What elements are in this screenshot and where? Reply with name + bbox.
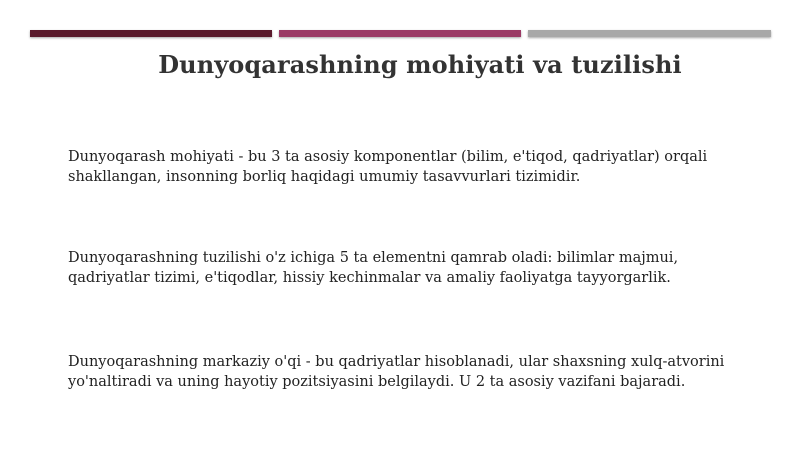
paragraph-essence: Dunyoqarash mohiyati - bu 3 ta asosiy komponentlar (bilim, e'tiqod, qadriyatlar) orqali shakllangan, insonning borliq haqidagi umumiy tasavvurlari tizimidir.: [68, 149, 708, 185]
paragraph-structure: Dunyoqarashning tuzilishi o'z ichiga 5 ta elementni qamrab oladi: bilimlar majmui, qadriyatlar tizimi, e'tiqodlar, hissiy kechinmalar va amaliy faoliyatga tayyorgarlik.: [68, 250, 679, 286]
accent-bar-magenta: [279, 30, 521, 37]
accent-bar-dark: [30, 30, 272, 37]
accent-bar-gray: [528, 30, 771, 37]
slide-title: Dunyoqarashning mohiyati va tuzilishi: [158, 50, 682, 79]
paragraph-central-axis: Dunyoqarashning markaziy o'qi - bu qadriyatlar hisoblanadi, ular shaxsning xulq-atvorini yo'naltiradi va uning hayotiy pozitsiyasini belgilaydi. U 2 ta asosiy vazifani bajaradi.: [68, 354, 725, 390]
